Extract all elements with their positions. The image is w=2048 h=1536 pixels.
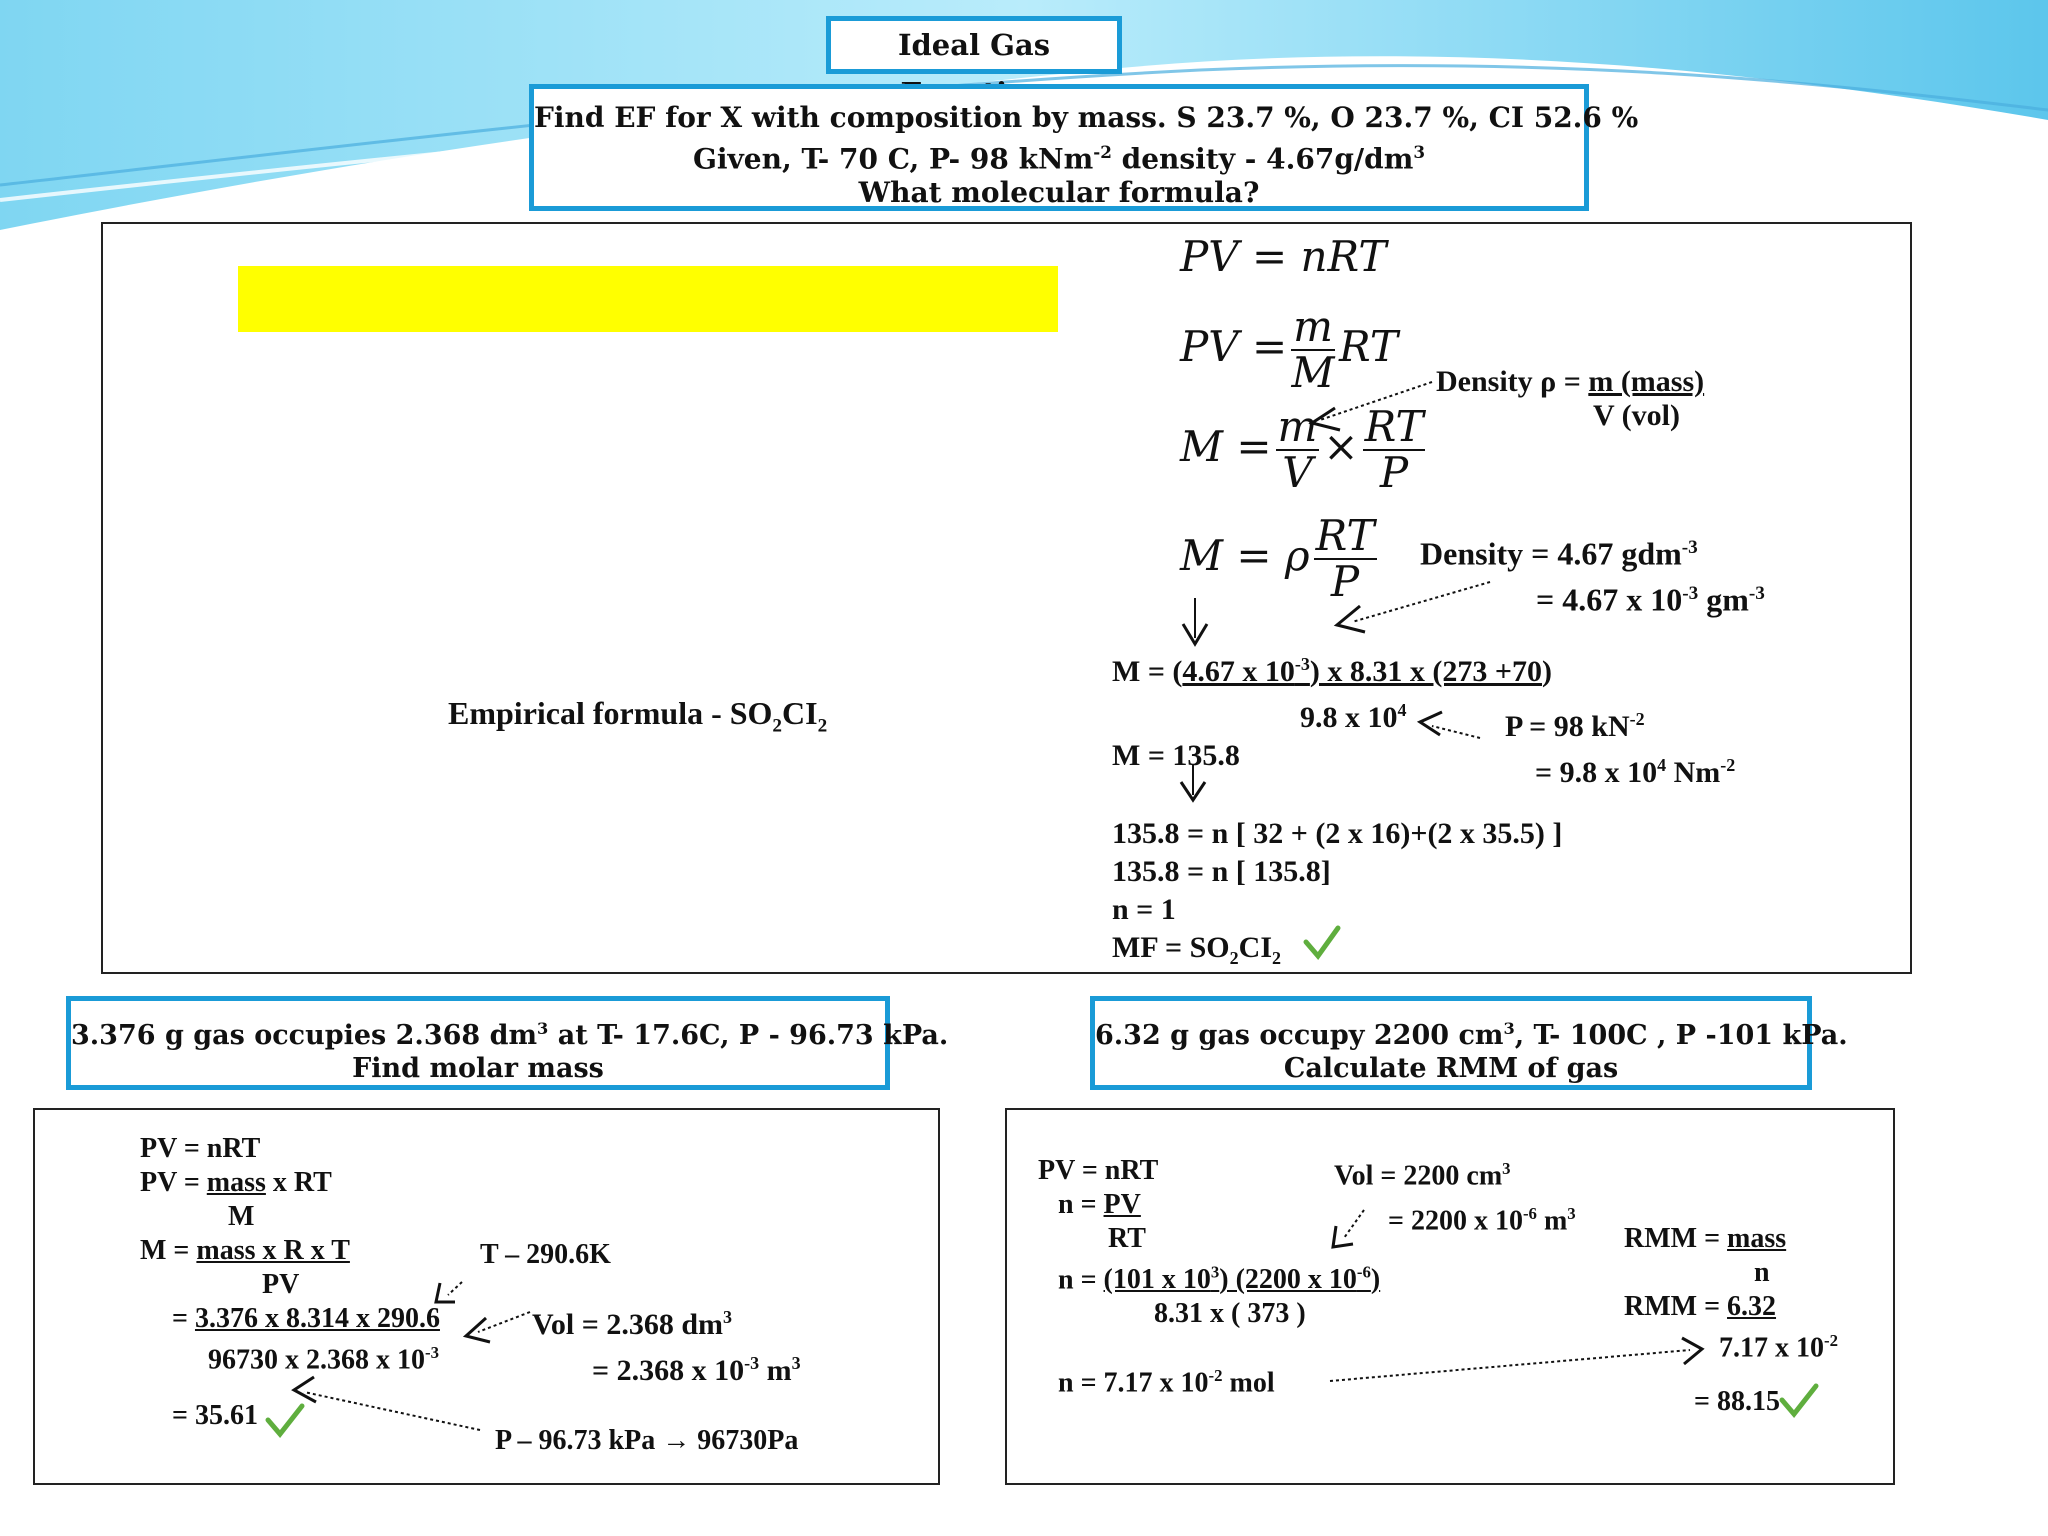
question-2-box: 3.376 g gas occupies 2.368 $dm^3$ at T- 17.6C, P - 96.73 kPa. Find molar mass	[66, 996, 890, 1090]
density-given: Density = 4.67 gdm$^{-3}$ = 4.67 x $10^{-3}$ $gm^{-3}$	[1420, 535, 1765, 618]
q2-volume: Vol = 2.368 $dm^3$ = 2.368 x $10^{-3}$ $m^3$	[532, 1307, 801, 1387]
title-box	[826, 16, 1122, 74]
table-header	[238, 266, 1058, 332]
equation-pv-nrt: PV = nRT	[1180, 232, 1387, 281]
q3-working: PV = nRT n = PV RT n = (101 x $10^3$) (2200 x $10^{-6}$) 8.31 x ( 373 ) n = 7.17 x $10^{-2}$ mol	[1038, 1155, 1381, 1399]
molecular-formula-calculation: 135.8 = n [ 32 + (2 x 16)+(2 x 35.5) ] 135.8 = n [ 135.8] n = 1 MF = $SO_2CI_2$	[1112, 817, 1563, 968]
question-line-3: What molecular formula?	[858, 176, 1260, 210]
q3-rmm: RMM = mass n RMM = 6.32 7.17 x $10^{-2}$ = 88.15	[1624, 1223, 1838, 1418]
question-3-box: 6.32 g gas occupy 2200 $cm^3$, T- 100C , P -101 kPa. Calculate RMM of gas	[1090, 996, 1812, 1090]
molar-mass-result: M = 135.8	[1112, 739, 1240, 772]
equation-M-rho: M = ρ $\frac{RT}{P}$	[1180, 511, 1375, 607]
q3-volume: Vol = 2200 $cm^3$ = 2200 x $10^{-6}$ $m^3$	[1334, 1159, 1576, 1237]
question-box	[529, 84, 1639, 211]
density-definition: Density ρ = m (mass) V (vol)	[1436, 365, 1705, 432]
q2-working: PV = nRT PV = mass x RT M M = mass x R x T PV = 3.376 x 8.314 x 290.6 96730 x 2.368 x $10^{-3}$ = 35.61	[140, 1133, 440, 1432]
question-line-2: Given, T- 70 C, P- 98 kNm$^{-2}$ density - $4.67g/dm^3$	[692, 142, 1426, 176]
equation-M-m-over-V: M = $\frac{m}{V}$ × $\frac{RT}{P}$	[1180, 402, 1424, 498]
pressure-given: P = 98 $kN^{-2}$ = 9.8 x $10^4$ $Nm^{-2}$	[1505, 709, 1736, 789]
question-line-1: Find EF for X with composition by mass. S 23.7 %, O 23.7 %, CI 52.6 %	[534, 101, 1639, 134]
molar-mass-calculation: M = (4.67 x $10^{-3}$) x 8.31 x (273 +70) 9.8 x $10^4$ M = 135.8	[1112, 645, 1552, 775]
equation-pv-m-over-M: PV = $\frac{m}{M}$ RT	[1180, 302, 1398, 398]
empirical-formula: Empirical formula - $SO_2CI_2$	[448, 695, 828, 737]
page-title: Ideal Gas	[897, 28, 1051, 62]
q2-pressure: P – 96.73 kPa → 96730Pa	[495, 1425, 799, 1456]
q2-temperature: T – 290.6K	[480, 1239, 611, 1270]
